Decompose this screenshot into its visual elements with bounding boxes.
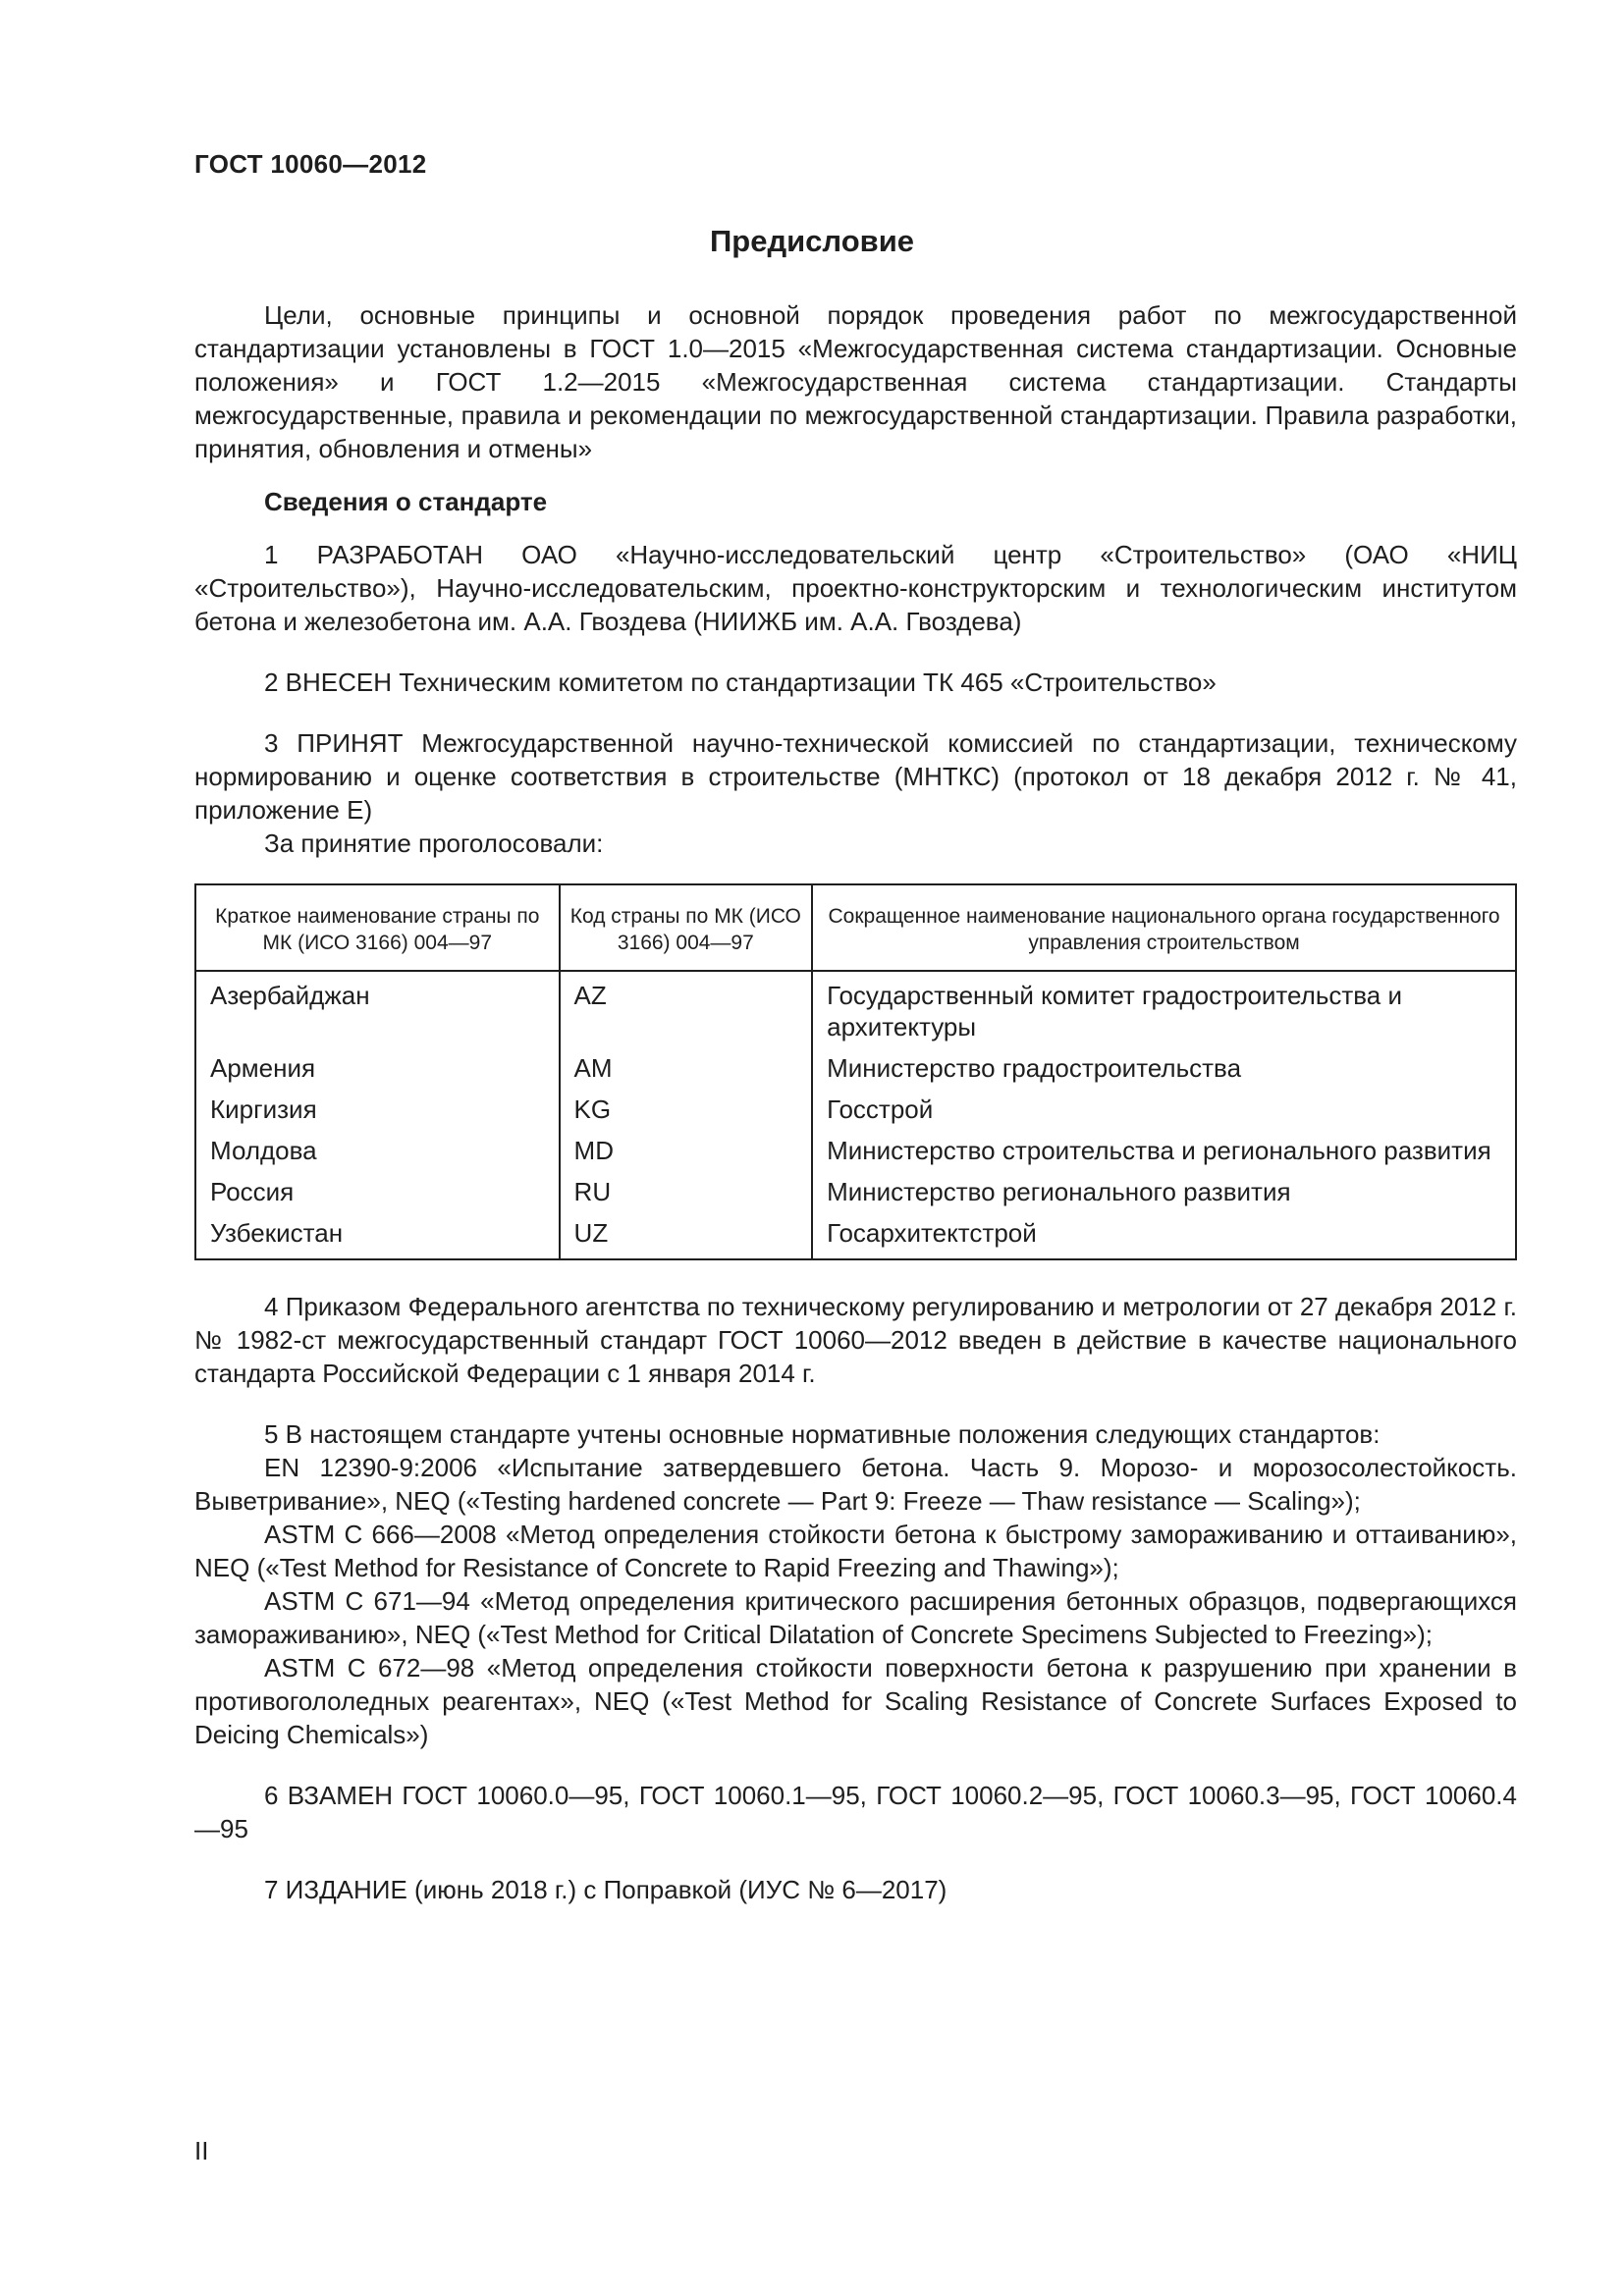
cell-body: Госархитектстрой	[812, 1213, 1516, 1259]
cell-body: Министерство строительства и регионального развития	[812, 1131, 1516, 1172]
intro-paragraph: Цели, основные принципы и основной порядок проведения работ по межгосударственной стандартизации установлены в ГОСТ 1.0—2015 «Межгосударственная система стандартизации. Основные положения» и ГОСТ 1.2—2015 «Межгосударственная система стандартизации. Стандарты межгосударственные, правила и рекомендации по межгосударственной стандартизации. Правила разработки, принятия, обновления и отмены»	[194, 300, 1517, 463]
table-header-row	[195, 884, 1516, 971]
info-heading: Сведения о стандарте	[264, 487, 548, 516]
document-code: ГОСТ 10060—2012	[194, 149, 427, 179]
column-header-body: Сокращенное наименование национального органа государственного управления строительством	[812, 884, 1516, 971]
item-1-developed: 1 РАЗРАБОТАН ОАО «Научно-исследовательский центр «Строительство» (ОАО «НИЦ «Строительство»), Научно-исследовательским, проектно-конструкторским и технологическим институтом бетона и железобетона им. А.А. Гвоздева (НИИЖБ им. А.А. Гвоздева)	[194, 540, 1517, 636]
cell-country: Армения	[195, 1048, 560, 1090]
reference-en-12390: EN 12390-9:2006 «Испытание затвердевшего бетона. Часть 9. Морозо- и морозосолестойкость. Выветривание», NEQ («Testing hardened concrete — Part 9: Freeze — Thaw resistance — Scaling»);	[194, 1453, 1517, 1516]
column-header-code: Код страны по МК (ИСО 3166) 004—97	[560, 884, 813, 971]
item-6-replaces: 6 ВЗАМЕН ГОСТ 10060.0—95, ГОСТ 10060.1—95, ГОСТ 10060.2—95, ГОСТ 10060.3—95, ГОСТ 10060.4—95	[194, 1781, 1517, 1843]
page-number: II	[194, 2136, 209, 2165]
table-row	[195, 971, 1516, 1048]
table-row	[195, 1048, 1516, 1090]
cell-country: Россия	[195, 1172, 560, 1213]
voted-label: За принятие проголосовали:	[264, 828, 604, 858]
cell-body: Министерство регионального развития	[812, 1172, 1516, 1213]
cell-code: UZ	[560, 1213, 813, 1259]
table-row	[195, 1213, 1516, 1259]
cell-code: AM	[560, 1048, 813, 1090]
item-7-edition: 7 ИЗДАНИЕ (июнь 2018 г.) с Поправкой (ИУС № 6—2017)	[264, 1875, 947, 1904]
cell-code: RU	[560, 1172, 813, 1213]
cell-country: Молдова	[195, 1131, 560, 1172]
cell-country: Узбекистан	[195, 1213, 560, 1259]
reference-astm-c671: ASTM C 671—94 «Метод определения критического расширения бетонных образцов, подвергающихся замораживанию», NEQ («Test Method for Critical Dilatation of Concrete Specimens Subjected to Freezing»);	[194, 1586, 1517, 1649]
table-row	[195, 1131, 1516, 1172]
voting-table	[194, 883, 1517, 1260]
item-2-introduced: 2 ВНЕСЕН Техническим комитетом по стандартизации ТК 465 «Строительство»	[264, 667, 1217, 697]
cell-code: AZ	[560, 971, 813, 1048]
item-4-order: 4 Приказом Федерального агентства по техническому регулированию и метрологии от 27 декабря 2012 г. № 1982-ст межгосударственный стандарт ГОСТ 10060—2012 введен в действие в качестве национального стандарта Российской Федерации с 1 января 2014 г.	[194, 1292, 1517, 1388]
page-title: Предисловие	[709, 224, 914, 258]
table-row	[195, 1090, 1516, 1131]
reference-astm-c672: ASTM C 672—98 «Метод определения стойкости поверхности бетона к разрушению при хранении в противогололедных реагентах», NEQ («Test Method for Scaling Resistance of Concrete Surfaces Exposed to Deicing Chemicals»)	[194, 1653, 1517, 1749]
preface-body	[194, 298, 1517, 1906]
cell-body: Государственный комитет градостроительства и архитектуры	[812, 971, 1516, 1048]
item-3-adopted: 3 ПРИНЯТ Межгосударственной научно-технической комиссией по стандартизации, техническому нормированию и оценке соответствия в строительстве (МНТКС) (протокол от 18 декабря 2012 г. № 41, приложение Е)	[194, 728, 1517, 825]
cell-code: MD	[560, 1131, 813, 1172]
cell-body: Госстрой	[812, 1090, 1516, 1131]
cell-body: Министерство градостроительства	[812, 1048, 1516, 1090]
cell-code: KG	[560, 1090, 813, 1131]
table-row	[195, 1172, 1516, 1213]
item-5-lead: 5 В настоящем стандарте учтены основные нормативные положения следующих стандартов:	[264, 1419, 1380, 1449]
column-header-country: Краткое наименование страны по МК (ИСО 3166) 004—97	[195, 884, 560, 971]
cell-country: Азербайджан	[195, 971, 560, 1048]
reference-astm-c666: ASTM C 666—2008 «Метод определения стойкости бетона к быстрому замораживанию и оттаиванию», NEQ («Test Method for Resistance of Concrete to Rapid Freezing and Thawing»);	[194, 1520, 1517, 1582]
cell-country: Киргизия	[195, 1090, 560, 1131]
